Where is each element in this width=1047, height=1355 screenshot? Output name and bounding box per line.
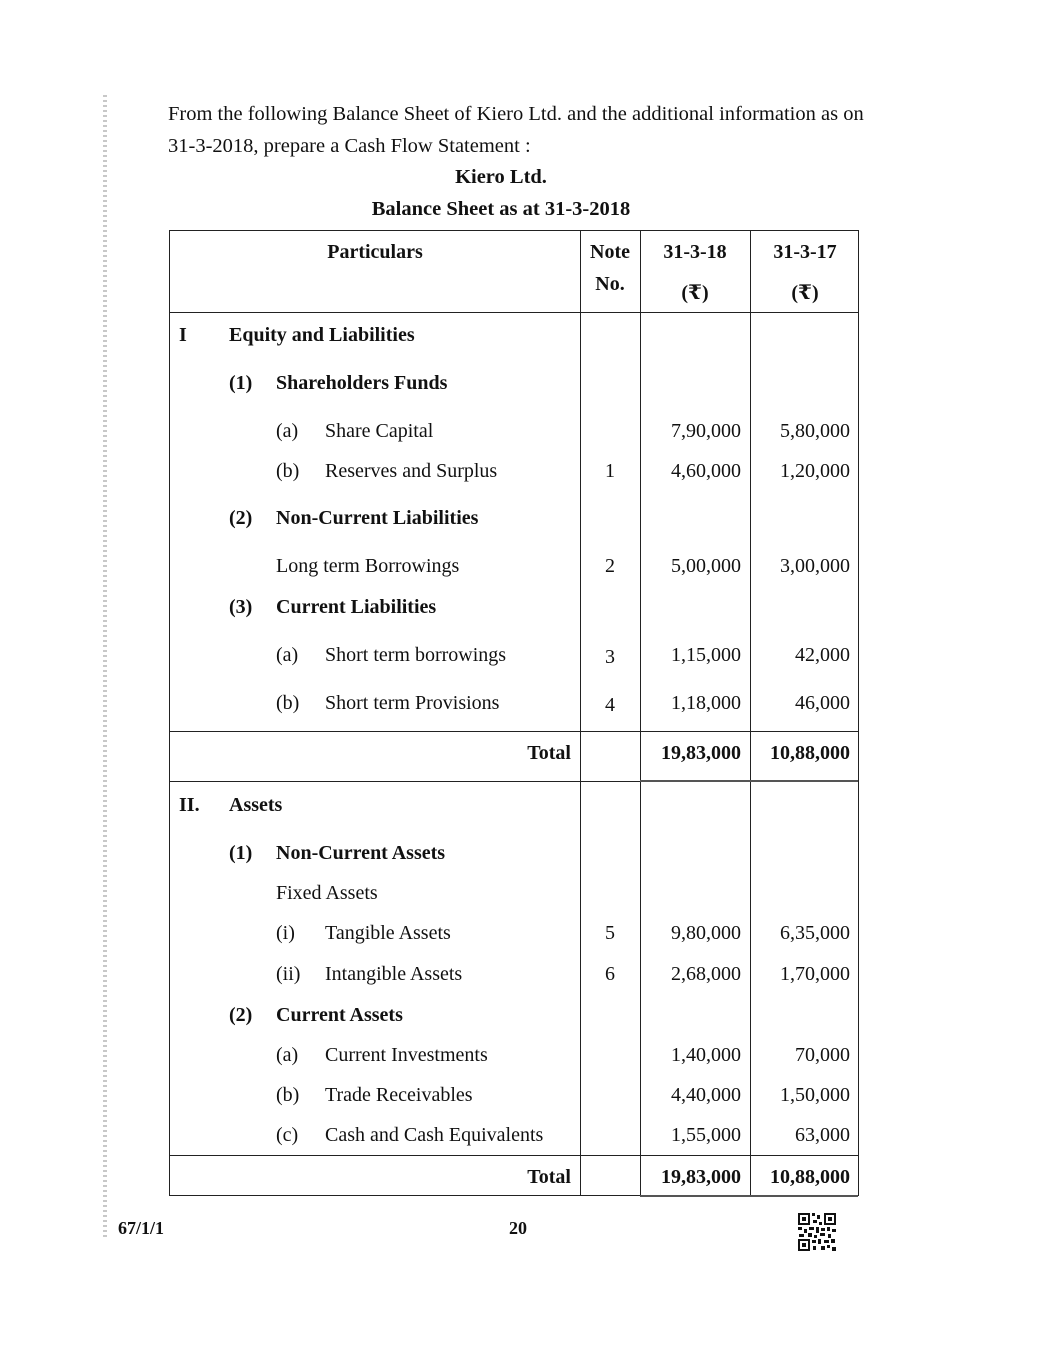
header-2018-date: 31-3-18 — [663, 241, 727, 263]
current-investments-sub: (a) — [276, 1044, 299, 1066]
total-divider-top — [170, 731, 858, 732]
non-current-liabilities-title: Non-Current Liabilities — [276, 507, 479, 529]
non-current-liabilities-number: (2) — [229, 507, 253, 529]
long-term-borrowings-2018: 5,00,000 — [671, 555, 741, 577]
share-capital-sub: (a) — [276, 420, 299, 442]
current-assets-number: (2) — [229, 1004, 253, 1026]
question-intro: From the following Balance Sheet of Kiero Ltd. and the additional information as on 31-3-2018, prepare a Cash Flow Statement : — [168, 103, 864, 157]
intangible-assets-sub: (ii) — [276, 963, 301, 985]
header-2017-unit: (₹) — [791, 282, 819, 304]
current-investments-label: Current Investments — [325, 1044, 488, 1066]
reserves-2017: 1,20,000 — [780, 460, 850, 482]
intangible-assets-2018: 2,68,000 — [671, 963, 741, 985]
trade-receivables-2017: 1,50,000 — [780, 1084, 850, 1106]
short-term-provisions-note: 4 — [605, 694, 615, 716]
company-name: Kiero Ltd. — [455, 166, 547, 188]
short-term-borrowings-2018: 1,15,000 — [671, 644, 741, 666]
section-title-equity: Equity and Liabilities — [229, 324, 415, 346]
assets-total-label: Total — [527, 1166, 571, 1188]
cash-equivalents-label: Cash and Cash Equivalents — [325, 1124, 544, 1146]
paper-code: 67/1/1 — [118, 1218, 165, 1238]
assets-total-double-rule — [640, 1195, 858, 1197]
short-term-provisions-2017: 46,000 — [795, 692, 850, 714]
cash-equivalents-2017: 63,000 — [795, 1124, 850, 1146]
short-term-borrowings-2017: 42,000 — [795, 644, 850, 666]
cash-equivalents-sub: (c) — [276, 1124, 299, 1146]
header-note-line2: No. — [595, 273, 625, 295]
header-particulars: Particulars — [327, 241, 423, 263]
shareholders-funds-title: Shareholders Funds — [276, 372, 448, 394]
assets-total-divider — [170, 1155, 858, 1156]
tangible-assets-2017: 6,35,000 — [780, 922, 850, 944]
qr-code-icon — [797, 1212, 837, 1252]
non-current-assets-title: Non-Current Assets — [276, 842, 446, 864]
total-double-rule — [640, 780, 858, 782]
tangible-assets-sub: (i) — [276, 922, 295, 944]
reserves-label: Reserves and Surplus — [325, 460, 498, 482]
share-capital-label: Share Capital — [325, 420, 434, 442]
assets-total-2017: 10,88,000 — [770, 1166, 850, 1188]
header-note-line1: Note — [590, 241, 630, 263]
share-capital-2017: 5,80,000 — [780, 420, 850, 442]
header-divider — [170, 312, 858, 313]
header-2017-date: 31-3-17 — [773, 241, 837, 263]
current-investments-2017: 70,000 — [795, 1044, 850, 1066]
assets-total-2018: 19,83,000 — [661, 1166, 741, 1188]
balance-sheet-title: Balance Sheet as at 31-3-2018 — [371, 198, 631, 220]
long-term-borrowings-note: 2 — [605, 555, 615, 577]
short-term-borrowings-label: Short term borrowings — [325, 644, 507, 666]
equity-total-label: Total — [527, 742, 571, 764]
intangible-assets-note: 6 — [605, 963, 615, 985]
header-2018-unit: (₹) — [681, 282, 709, 304]
intangible-assets-label: Intangible Assets — [325, 963, 463, 985]
intangible-assets-2017: 1,70,000 — [780, 963, 850, 985]
fixed-assets-label: Fixed Assets — [276, 882, 378, 904]
section-number-assets: II. — [179, 794, 200, 816]
short-term-borrowings-sub: (a) — [276, 644, 299, 666]
short-term-borrowings-note: 3 — [605, 646, 615, 668]
long-term-borrowings-label: Long term Borrowings — [276, 555, 460, 577]
page-number: 20 — [509, 1218, 527, 1238]
short-term-provisions-sub: (b) — [276, 692, 300, 714]
current-assets-title: Current Assets — [276, 1004, 403, 1026]
balance-sheet-table — [169, 230, 859, 1196]
long-term-borrowings-2017: 3,00,000 — [780, 555, 850, 577]
equity-total-2017: 10,88,000 — [770, 742, 850, 764]
reserves-2018: 4,60,000 — [671, 460, 741, 482]
short-term-provisions-label: Short term Provisions — [325, 692, 500, 714]
current-liabilities-number: (3) — [229, 596, 253, 618]
reserves-note: 1 — [605, 460, 615, 482]
tangible-assets-note: 5 — [605, 922, 615, 944]
tangible-assets-label: Tangible Assets — [325, 922, 451, 944]
tangible-assets-2018: 9,80,000 — [671, 922, 741, 944]
margin-perforation-line — [103, 95, 107, 1240]
current-investments-2018: 1,40,000 — [671, 1044, 741, 1066]
cash-equivalents-2018: 1,55,000 — [671, 1124, 741, 1146]
section-number-equity: I — [179, 324, 187, 346]
trade-receivables-2018: 4,40,000 — [671, 1084, 741, 1106]
trade-receivables-label: Trade Receivables — [325, 1084, 473, 1106]
trade-receivables-sub: (b) — [276, 1084, 300, 1106]
current-liabilities-title: Current Liabilities — [276, 596, 437, 618]
short-term-provisions-2018: 1,18,000 — [671, 692, 741, 714]
non-current-assets-number: (1) — [229, 842, 253, 864]
shareholders-funds-number: (1) — [229, 372, 253, 394]
section-title-assets: Assets — [229, 794, 283, 816]
equity-total-2018: 19,83,000 — [661, 742, 741, 764]
reserves-sub: (b) — [276, 460, 300, 482]
share-capital-2018: 7,90,000 — [671, 420, 741, 442]
